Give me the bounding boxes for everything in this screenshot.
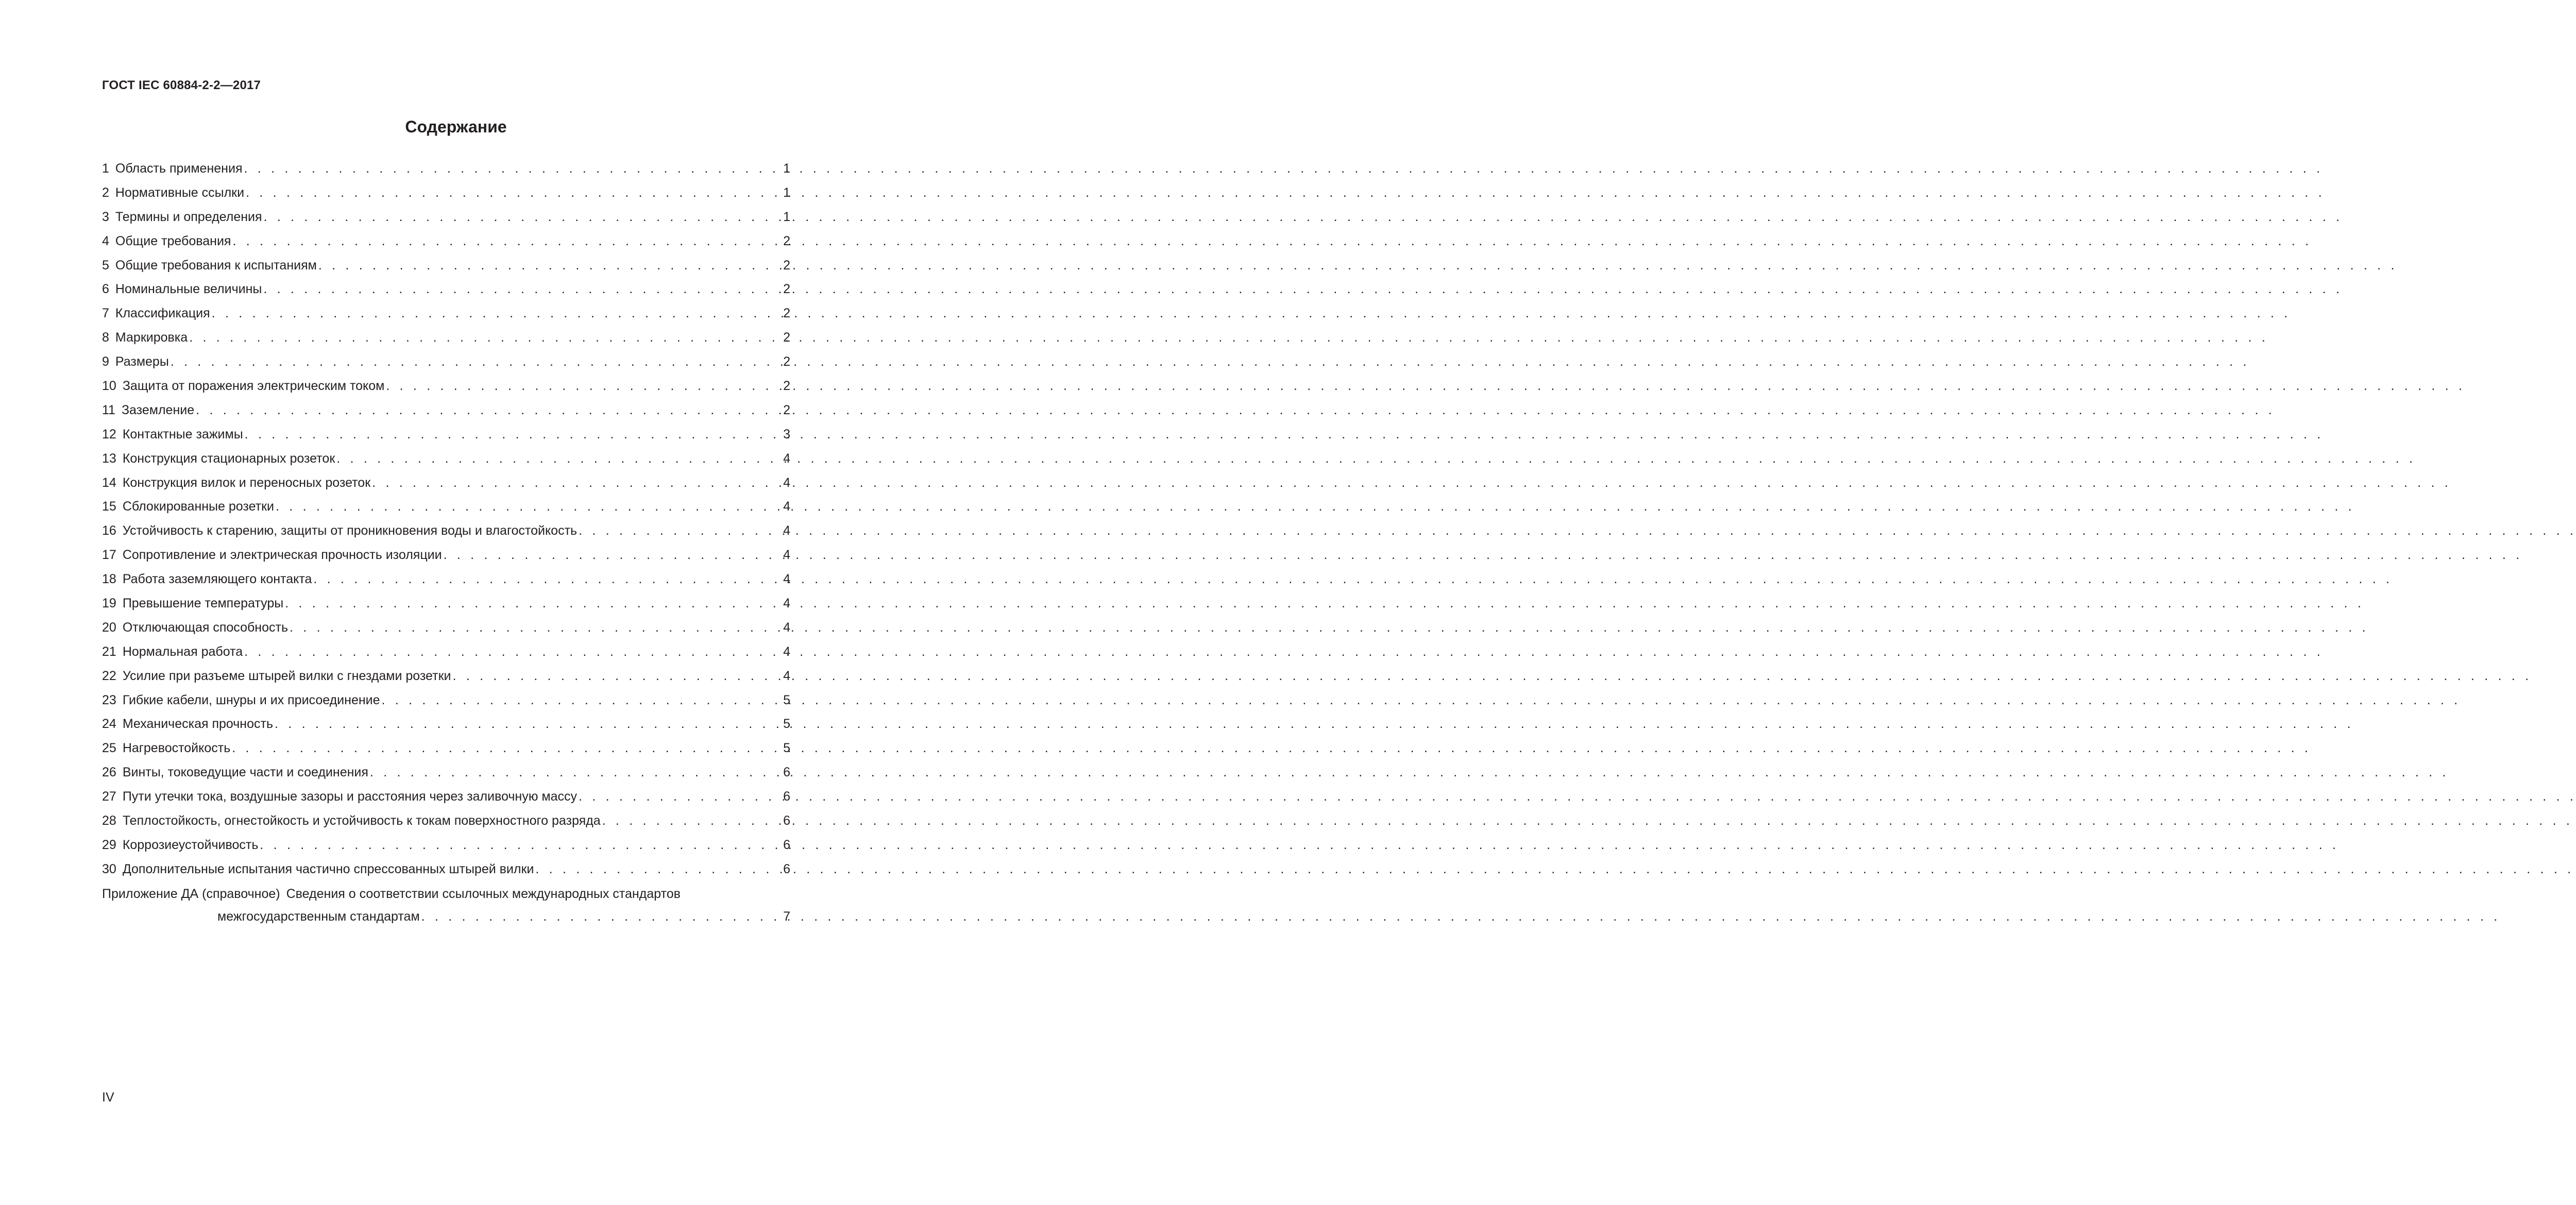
dot-leader <box>535 861 782 877</box>
toc-entry[interactable] <box>102 451 790 475</box>
toc-entry-label: Нормальная работа <box>122 644 243 659</box>
dot-leader <box>276 499 782 514</box>
dot-leader <box>372 475 782 490</box>
toc-entry-page-number: 2 <box>783 330 790 345</box>
toc-entry-page-number: 4 <box>783 596 790 611</box>
toc-entry[interactable] <box>102 402 790 427</box>
dot-leader <box>196 402 782 418</box>
dot-leader <box>579 523 782 538</box>
toc-entry-number: 11 <box>102 402 115 417</box>
toc-entry-number: 4 <box>102 233 109 248</box>
dot-leader <box>264 209 782 225</box>
dot-leader <box>421 909 782 924</box>
toc-entry-label: Коррозиеустойчивость <box>122 837 259 852</box>
toc-entry-label: Дополнительные испытания частично спрессованных штырей вилки <box>122 861 534 876</box>
toc-entry-label: Теплостойкость, огнестойкость и устойчивость к токам поверхностного разряда <box>122 813 601 828</box>
toc-entry-page-number: 4 <box>783 451 790 466</box>
toc-entry-label: Заземление <box>121 402 195 417</box>
toc-entry[interactable] <box>102 861 790 886</box>
dot-leader <box>212 306 782 321</box>
toc-entry-label: Усилие при разъеме штырей вилки с гнездами розетки <box>122 668 451 683</box>
toc-entry[interactable] <box>102 668 790 692</box>
toc-entry-number: 16 <box>102 523 116 538</box>
toc-entry[interactable] <box>102 813 790 837</box>
toc-entry[interactable] <box>102 837 790 861</box>
toc-entry-number: 22 <box>102 668 116 683</box>
toc-entry-label: Конструкция стационарных розеток <box>122 451 335 466</box>
appendix-title-line2: межгосударственным стандартам <box>217 909 420 924</box>
dot-leader <box>246 185 782 200</box>
toc-entry-page-number: 2 <box>783 354 790 369</box>
toc-entry-number: 12 <box>102 427 116 442</box>
toc-entry-number: 30 <box>102 861 116 876</box>
toc-entry[interactable] <box>102 354 790 378</box>
dot-leader <box>232 740 782 756</box>
toc-entry[interactable] <box>102 258 790 282</box>
dot-leader <box>263 281 782 297</box>
dot-leader <box>602 813 782 828</box>
toc-entry-page-number: 6 <box>783 861 790 876</box>
toc-entry-number: 29 <box>102 837 116 852</box>
toc-entry[interactable] <box>102 161 790 185</box>
toc-entry-label: Классификация <box>115 306 210 321</box>
toc-entry-page-number: 3 <box>783 427 790 442</box>
toc-entry-page-number: 2 <box>783 402 790 417</box>
toc-entry[interactable] <box>102 547 790 571</box>
toc-entry[interactable] <box>102 644 790 668</box>
toc-entry-page-number: 1 <box>783 161 790 176</box>
dot-leader <box>171 354 782 369</box>
toc-entry-page-number: 2 <box>783 379 790 394</box>
toc-entry-label: Контактные зажимы <box>122 427 243 442</box>
toc-entry-label: Общие требования к испытаниям <box>115 258 317 273</box>
toc-entry-page-number: 4 <box>783 499 790 514</box>
dot-leader <box>579 789 782 804</box>
toc-entry-number: 20 <box>102 620 116 635</box>
toc-entry-number: 8 <box>102 330 109 345</box>
toc-entry-number: 9 <box>102 354 109 369</box>
toc-entry-page-number: 1 <box>783 185 790 200</box>
toc-entry[interactable] <box>102 330 790 354</box>
toc-entry-label: Гибкие кабели, шнуры и их присоединение <box>122 692 380 707</box>
toc-entry-number: 17 <box>102 548 116 563</box>
dot-leader <box>452 668 782 684</box>
toc-entry[interactable] <box>102 306 790 330</box>
toc-entry-label: Нагревостойкость <box>122 741 231 756</box>
toc-entry-page-number: 2 <box>783 282 790 297</box>
toc-entry-label: Термины и определения <box>115 209 262 224</box>
toc-entry[interactable] <box>102 209 790 233</box>
toc-entry[interactable] <box>102 716 790 740</box>
dot-leader <box>444 547 782 563</box>
toc-entry-page-number: 4 <box>783 548 790 563</box>
toc-entry-page-number: 4 <box>783 668 790 683</box>
dot-leader <box>244 161 782 176</box>
toc-entry-label: Общие требования <box>115 233 231 248</box>
toc-entry-page-number: 2 <box>783 258 790 273</box>
toc-entry-label: Устойчивость к старению, защиты от проникновения воды и влагостойкость <box>122 523 578 538</box>
toc-entry-label: Номинальные величины <box>115 282 262 297</box>
toc-entry-number: 24 <box>102 717 116 732</box>
toc-entry-number: 27 <box>102 789 116 804</box>
dot-leader <box>336 451 782 466</box>
toc-entry[interactable] <box>102 740 790 765</box>
dot-leader <box>189 330 782 345</box>
toc-entry-number: 2 <box>102 185 109 200</box>
toc-entry-page-number: 6 <box>783 789 790 804</box>
toc-entry-number: 1 <box>102 161 109 176</box>
toc-entry-label: Защита от поражения электрическим током <box>122 379 385 394</box>
toc-entry-page-number: 5 <box>783 741 790 756</box>
toc-entry-label: Винты, токоведущие части и соединения <box>122 765 368 780</box>
dot-leader <box>244 644 782 659</box>
dot-leader <box>290 620 782 635</box>
toc-entry-page-number: 4 <box>783 644 790 659</box>
toc-entry-label: Нормативные ссылки <box>115 185 245 200</box>
toc-entry-number: 23 <box>102 692 116 707</box>
page-number: IV <box>102 1090 114 1105</box>
toc-entry-label: Работа заземляющего контакта <box>122 572 312 587</box>
toc-entry-page-number: 4 <box>783 572 790 587</box>
dot-leader <box>260 837 782 853</box>
toc-entry-number: 14 <box>102 475 116 490</box>
dot-leader <box>318 258 782 273</box>
dot-leader <box>285 596 782 611</box>
toc-entry-number: 10 <box>102 379 116 394</box>
appendix-page-number: 7 <box>783 909 790 924</box>
toc-entry[interactable] <box>102 765 790 789</box>
document-code-header: ГОСТ IEC 60884-2-2—2017 <box>102 78 261 92</box>
toc-entry[interactable] <box>102 571 790 596</box>
appendix-title-line1: Сведения о соответствии ссылочных международных стандартов <box>286 887 681 901</box>
dot-leader <box>386 378 782 394</box>
toc-entry-number: 3 <box>102 209 109 224</box>
toc-entry-number: 13 <box>102 451 116 466</box>
toc-entry-label: Механическая прочность <box>122 717 273 732</box>
appendix-label: Приложение ДА (справочное) <box>102 887 280 901</box>
toc-entry[interactable] <box>102 692 790 717</box>
toc-entry-label: Маркировка <box>115 330 188 345</box>
toc-entry-number: 25 <box>102 741 116 756</box>
toc-entry[interactable] <box>102 378 790 402</box>
dot-leader <box>370 765 782 780</box>
toc-entry-page-number: 1 <box>783 209 790 224</box>
table-of-contents <box>102 161 790 886</box>
toc-entry-label: Сблокированные розетки <box>122 499 275 514</box>
toc-entry-page-number: 4 <box>783 620 790 635</box>
dot-leader <box>382 692 782 708</box>
toc-entry-number: 26 <box>102 765 116 780</box>
toc-entry-number: 21 <box>102 644 116 659</box>
toc-entry[interactable] <box>102 789 790 813</box>
toc-entry[interactable] <box>102 499 790 523</box>
toc-entry[interactable] <box>102 233 790 258</box>
toc-entry-label: Отключающая способность <box>122 620 288 635</box>
toc-entry[interactable] <box>102 596 790 620</box>
toc-entry-label: Область применения <box>115 161 243 176</box>
toc-entry-page-number: 2 <box>783 306 790 321</box>
toc-entry[interactable] <box>102 281 790 306</box>
toc-entry[interactable] <box>102 427 790 451</box>
toc-entry-page-number: 6 <box>783 813 790 828</box>
dot-leader <box>232 233 782 249</box>
dot-leader <box>275 716 782 732</box>
toc-appendix-entry[interactable] <box>102 886 790 924</box>
toc-entry-label: Превышение температуры <box>122 596 284 611</box>
toc-entry-label: Размеры <box>115 354 169 369</box>
toc-entry-number: 7 <box>102 306 109 321</box>
toc-entry-number: 6 <box>102 282 109 297</box>
toc-entry[interactable] <box>102 523 790 547</box>
toc-entry-page-number: 5 <box>783 717 790 732</box>
toc-entry-number: 18 <box>102 572 116 587</box>
toc-entry-number: 19 <box>102 596 116 611</box>
toc-entry-page-number: 6 <box>783 765 790 780</box>
page-title: Содержание <box>405 117 507 136</box>
toc-entry-label: Сопротивление и электрическая прочность изоляции <box>122 548 442 563</box>
toc-entry-page-number: 4 <box>783 475 790 490</box>
toc-entry-number: 28 <box>102 813 116 828</box>
toc-entry-page-number: 4 <box>783 523 790 538</box>
toc-entry[interactable] <box>102 620 790 644</box>
toc-entry[interactable] <box>102 475 790 499</box>
toc-entry-page-number: 2 <box>783 233 790 248</box>
toc-entry[interactable] <box>102 185 790 209</box>
toc-entry-page-number: 6 <box>783 837 790 852</box>
toc-entry-number: 15 <box>102 499 116 514</box>
toc-entry-label: Конструкция вилок и переносных розеток <box>122 475 371 490</box>
toc-entry-number: 5 <box>102 258 109 273</box>
toc-entry-page-number: 5 <box>783 692 790 707</box>
dot-leader <box>313 571 782 587</box>
toc-entry-label: Пути утечки тока, воздушные зазоры и расстояния через заливочную массу <box>122 789 577 804</box>
dot-leader <box>245 427 782 442</box>
